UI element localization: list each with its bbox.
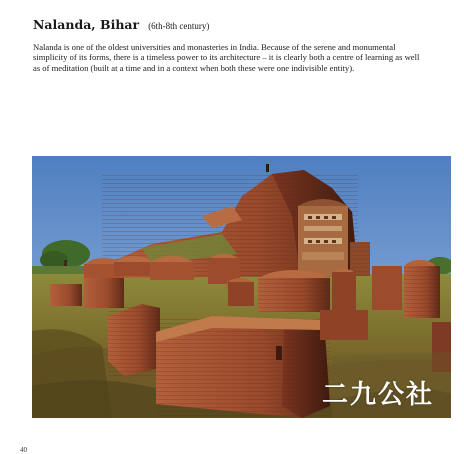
watermark-text: 二九公社: [322, 380, 435, 410]
page-number: 40: [20, 446, 27, 454]
page-date: (6th-8th century): [148, 21, 210, 31]
page-title: Nalanda, Bihar: [33, 17, 140, 32]
page-header: [33, 14, 209, 33]
body-paragraph: Nalanda is one of the oldest universities and monasteries in India. Because of the serene and monumental simplicity of its forms, there is a timeless power to its architecture – it is clearly both a centre of learning as well as of meditation (built at a time and in a context when both these were one indivisible entity).: [33, 42, 420, 73]
